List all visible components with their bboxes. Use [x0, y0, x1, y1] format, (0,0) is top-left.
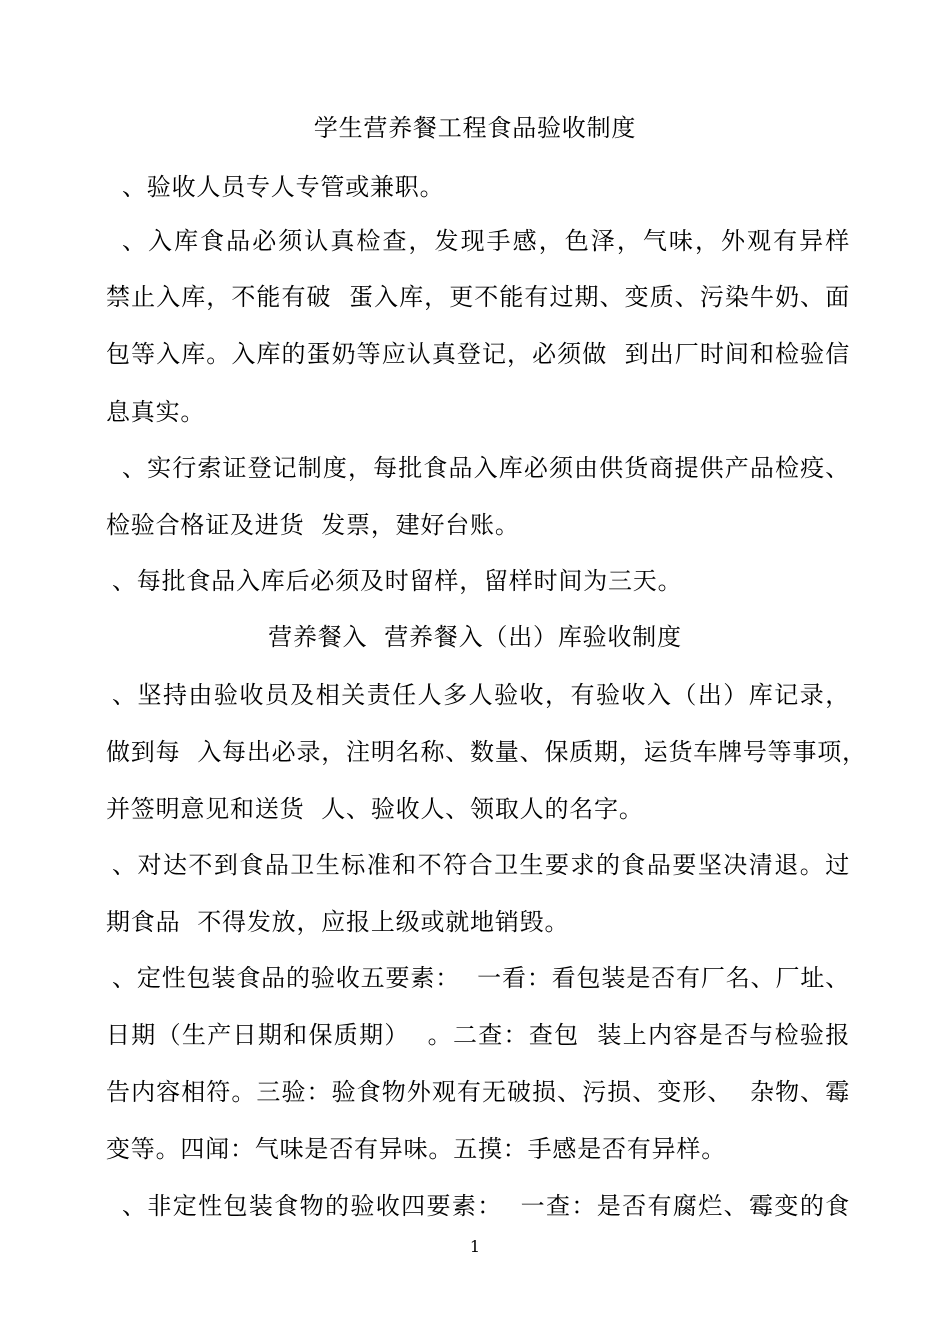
paragraph-2-line-4: 息真实。	[106, 398, 206, 426]
paragraph-7-line-1: 、定性包装食品的验收五要素： 一看：看包装是否有厂名、厂址、	[112, 964, 850, 992]
paragraph-2-line-1: 、入库食品必须认真检查，发现手感，色泽，气味，外观有异样	[122, 227, 850, 255]
page-number: 1	[469, 1237, 481, 1256]
paragraph-2-line-2: 禁止入库，不能有破 蛋入库，更不能有过期、变质、污染牛奶、面	[106, 283, 850, 311]
paragraph-5-line-1: 、坚持由验收员及相关责任人多人验收，有验收入（出）库记录，	[112, 681, 850, 709]
paragraph-7-line-4: 变等。四闻：气味是否有异味。五摸：手感是否有异样。	[106, 1135, 726, 1163]
paragraph-4: 、每批食品入库后必须及时留样，留样时间为三天。	[112, 567, 683, 595]
paragraph-7-line-3: 告内容相符。三验：验食物外观有无破损、污损、变形、 杂物、霉	[106, 1078, 850, 1106]
paragraph-5-line-2: 做到每 入每出必录，注明名称、数量、保质期，运货车牌号等事项，	[106, 738, 867, 766]
paragraph-8-line-1: 、非定性包装食物的验收四要素： 一查：是否有腐烂、霉变的食	[122, 1192, 850, 1220]
paragraph-3-line-1: 、实行索证登记制度，每批食品入库必须由供货商提供产品检疫、	[122, 454, 850, 482]
paragraph-6-line-2: 期食品 不得发放，应报上级或就地销毁。	[106, 908, 570, 936]
section-title: 营养餐入 营养餐入（出）库验收制度	[268, 623, 682, 651]
paragraph-7-line-2: 日期（生产日期和保质期） 。二查：查包 装上内容是否与检验报	[106, 1021, 850, 1049]
paragraph-1: 、验收人员专人专管或兼职。	[122, 173, 445, 201]
paragraph-5-line-3: 并签明意见和送货 人、验收人、领取人的名字。	[106, 795, 644, 823]
paragraph-2-line-3: 包等入库。入库的蛋奶等应认真登记，必须做 到出厂时间和检验信	[106, 340, 850, 368]
document-title: 学生营养餐工程食品验收制度	[313, 114, 637, 142]
paragraph-6-line-1: 、对达不到食品卫生标准和不符合卫生要求的食品要坚决清退。过	[112, 851, 850, 879]
paragraph-3-line-2: 检验合格证及进货 发票，建好台账。	[106, 511, 520, 539]
